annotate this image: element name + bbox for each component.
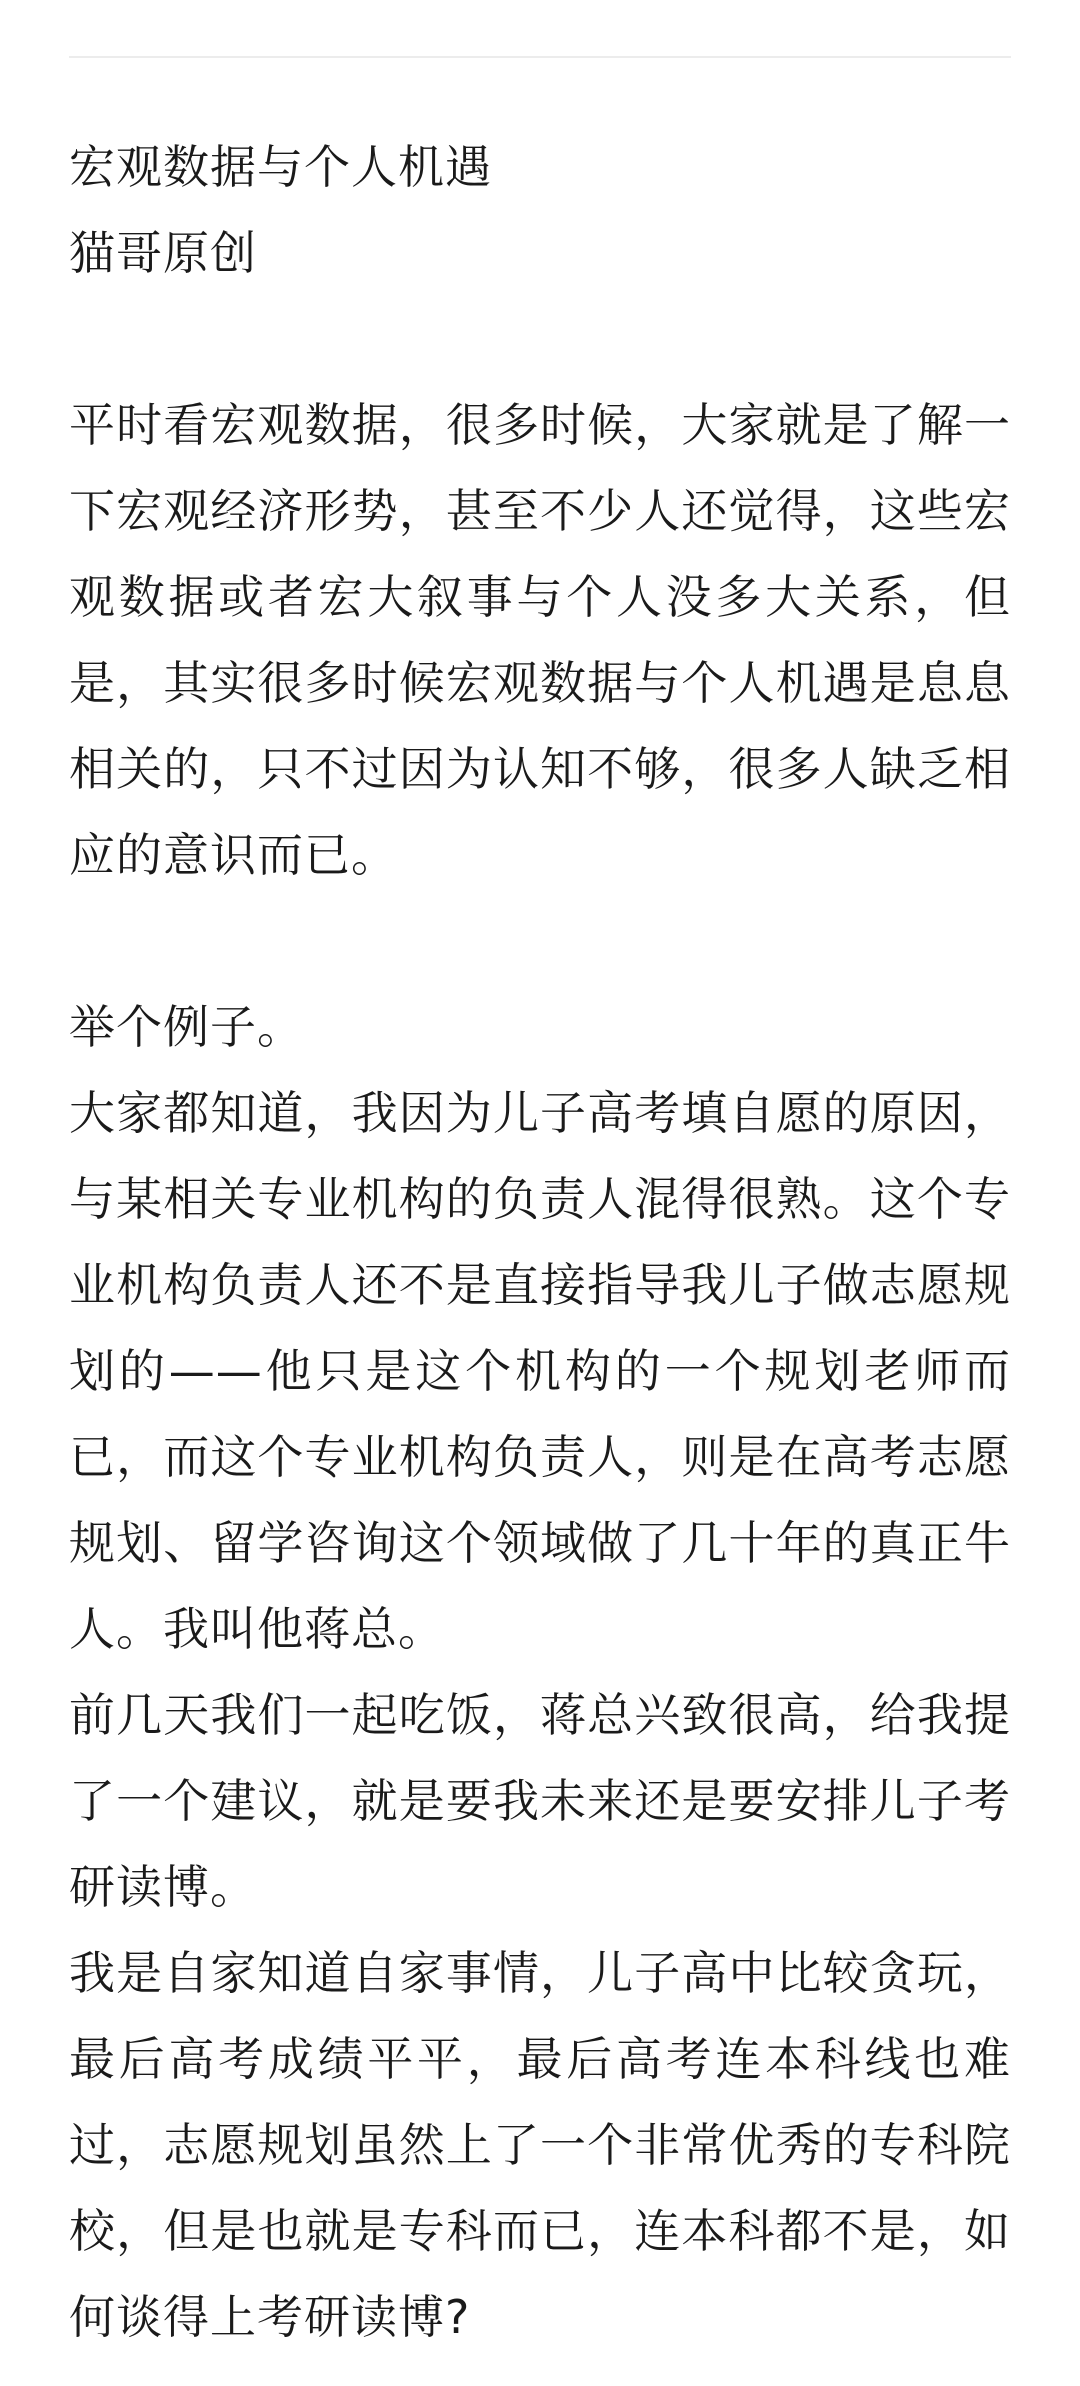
article-paragraph: 平时看宏观数据，很多时候，大家就是了解一下宏观经济形势，甚至不少人还觉得，这些宏观数据或者宏大叙事与个人没多大关系，但是，其实很多时候宏观数据与个人机遇是息息相关的，只不过因为认知不够，很多人缺乏相应的意识而已。 [69,398,1011,882]
article-paragraph: 举个例子。 [69,1000,304,1054]
article-author: 猫哥原创 [69,226,257,280]
article-title: 宏观数据与个人机遇 [69,140,492,194]
article-paragraph: 我是自家知道自家事情，儿子高中比较贪玩，最后高考成绩平平，最后高考连本科线也难过，志愿规划虽然上了一个非常优秀的专科院校，但是也就是专科而已，连本科都不是，如何谈得上考研读博? [69,1946,1011,2344]
top-divider [69,56,1011,58]
blank-line [69,898,1011,984]
blank-line [69,296,1011,382]
article-paragraph: 大家都知道，我因为儿子高考填自愿的原因，与某相关专业机构的负责人混得很熟。这个专业机构负责人还不是直接指导我儿子做志愿规划的——他只是这个机构的一个规划老师而已，而这个专业机构负责人，则是在高考志愿规划、留学咨询这个领域做了几十年的真正牛人。我叫他蒋总。 [69,1086,1011,1656]
article-paragraph: 前几天我们一起吃饭，蒋总兴致很高，给我提了一个建议，就是要我未来还是要安排儿子考研读博。 [69,1688,1011,1914]
article-body [69,124,1011,2360]
